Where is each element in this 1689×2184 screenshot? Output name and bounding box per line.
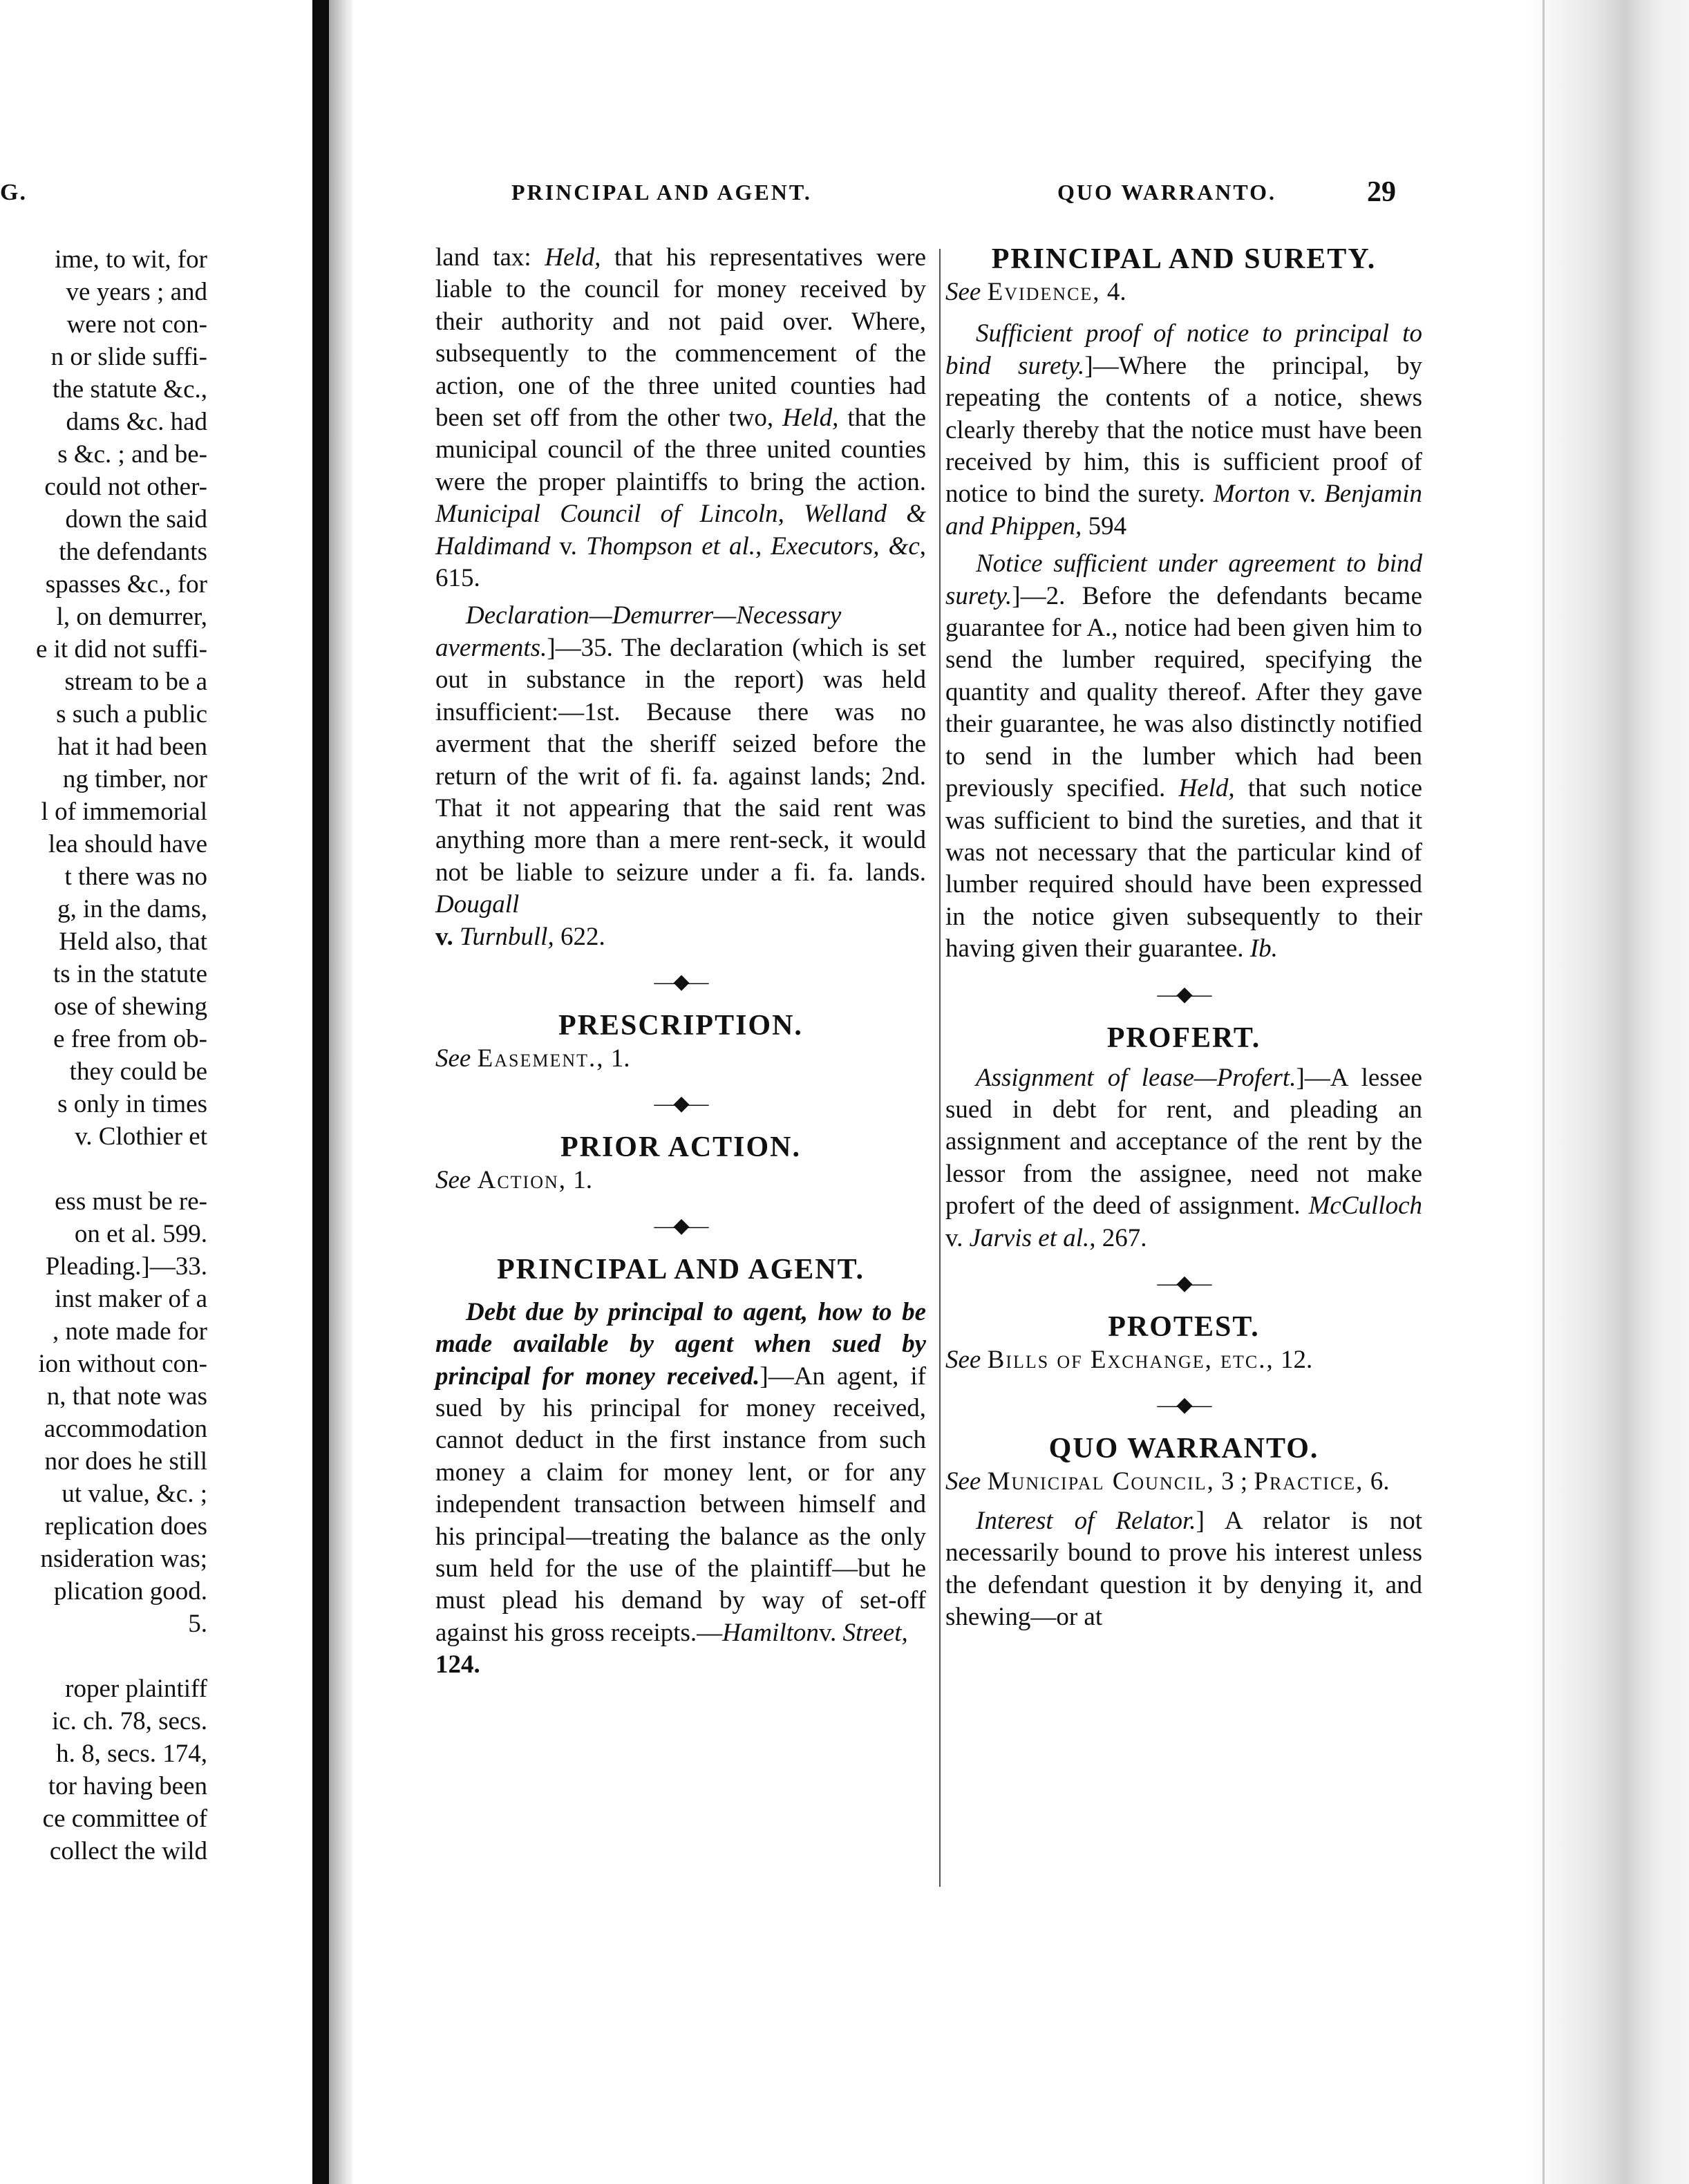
section-title-profert: PROFERT. — [1106, 1022, 1261, 1054]
page-number: 29 — [1367, 176, 1396, 208]
previous-page-line: collect the wild — [49, 1837, 207, 1865]
previous-page-line: accommodation — [44, 1415, 207, 1443]
previous-page-line: g, in the dams, — [57, 895, 207, 923]
previous-page-line: h. 8, secs. 174, — [56, 1740, 207, 1768]
entry-heading: Notice sufficient under agreement to bind surety. — [945, 549, 1422, 610]
section-title-prescription: PRESCRIPTION. — [558, 1009, 803, 1042]
cross-reference: See Easement., 1. — [435, 1044, 630, 1073]
previous-page-line: roper plaintiff — [65, 1675, 207, 1703]
previous-page-line: replication does — [44, 1512, 207, 1541]
section-title-prior-action: PRIOR ACTION. — [560, 1131, 802, 1164]
previous-page-line: ve years ; and — [66, 278, 207, 306]
quo-warranto-entry: Interest of Relator.] A relator is not necessarily bound to prove his interest unless the defendant question it by denying it, and shewing—or at — [945, 1506, 1423, 1631]
previous-page-line: stream to be a — [64, 668, 207, 696]
section-divider: —◆— — [654, 1214, 708, 1237]
previous-page-running-head: G. — [0, 180, 27, 205]
previous-page-line: plication good. — [54, 1577, 207, 1606]
previous-page-line: ut value, &c. ; — [62, 1480, 207, 1508]
previous-page-line: the defendants — [59, 538, 207, 566]
previous-page-line: ng timber, nor — [62, 765, 207, 793]
case-name: Municipal Council of Lincoln, Welland & Haldimand — [435, 500, 926, 561]
previous-page-line: n, that note was — [46, 1382, 207, 1411]
section-title-quo-warranto: QUO WARRANTO. — [1048, 1433, 1319, 1465]
previous-page-line: ce committee of — [42, 1805, 207, 1833]
continued-entry: land tax: Held, that his representatives were liable to the council for money received by their authority and not paid over. Where, subsequently to the commencement of the action, one of the three united counties had been set off from the other two, Held, that the municipal council of the three united counties were the proper plaintiffs to bring the action. Municipal Council of Lincoln, Welland & Haldimand v. Thompson et al., Executors, &c, 615. — [435, 243, 926, 593]
entry-heading: Interest of Relator. — [976, 1506, 1196, 1535]
previous-page-line: nsideration was; — [40, 1545, 207, 1573]
previous-page-line: s &c. ; and be- — [57, 440, 207, 469]
cross-reference: See Municipal Council, 3 ; Practice, 6. — [945, 1467, 1390, 1496]
section-divider: —◆— — [1157, 1271, 1211, 1295]
previous-page-line: ion without con- — [38, 1350, 207, 1378]
profert-entry: Assignment of lease—Profert.]—A lessee sued in debt for rent, and pleading an assignment and acceptance of the rent by the lessor from the assignee, need not make profert of the deed of assignment. McCulloch v. Jarvis et al., 267. — [945, 1063, 1422, 1252]
previous-page-line: on et al. 599. — [74, 1220, 207, 1248]
previous-page-line: could not other- — [44, 473, 207, 501]
previous-page-line: tor having been — [48, 1772, 207, 1800]
section-title-principal-and-surety: PRINCIPAL AND SURETY. — [991, 243, 1377, 275]
surety-entry-2: Notice sufficient under agreement to bind surety.]—2. Before the defendants became guarantee for A., notice had been given him to send the lumber required, specifying the quantity and quality thereof. After they gave their guarantee, he was also distinctly notified to send in the lumber which had been previously specified. Held, that such notice was sufficient to bind the sureties, and that it was not necessary that the particular kind of lumber required should have been expressed in the notice given subsequently to their having given their guarantee. Ib. — [945, 549, 1422, 963]
previous-page-line: t there was no — [64, 863, 207, 891]
section-divider: —◆— — [654, 1092, 708, 1115]
binding-gutter — [312, 0, 329, 2184]
right-column — [945, 242, 1422, 1633]
previous-page-line: they could be — [69, 1057, 207, 1086]
declaration-entry: Declaration—Demurrer—Necessary averments.]—35. The declaration (which is set out in substance in the report) was held insufficient:—1st. Because there was no averment that the sheriff seized before the return of the writ of fi. fa. against lands; 2nd. That it not appearing that the said rent was anything more than a mere rent-seck, it would not be liable to seizure under a fi. fa. lands. Dougall v. Turnbull, 622. — [435, 601, 926, 951]
section-divider: —◆— — [1157, 982, 1211, 1006]
previous-page-line: ime, to wit, for — [55, 245, 207, 274]
previous-page-line: n or slide suffi- — [50, 343, 207, 371]
section-divider: —◆— — [1157, 1393, 1211, 1417]
previous-page-line: ic. ch. 78, secs. — [51, 1707, 207, 1735]
previous-page-line: ose of shewing — [54, 992, 207, 1021]
previous-page-line: 5. — [188, 1610, 207, 1638]
page-edge-shadow — [1529, 0, 1689, 2184]
previous-page-line: l of immemorial — [41, 798, 207, 826]
principal-agent-entry: Debt due by principal to agent, how to be made available by agent when sued by principal for money received.]—An agent, if sued by his principal for money received, cannot deduct in the first instance from such money a claim for money lent, or for any independent transaction between himself and his principal—treating the balance as the only sum held for the use of the plaintiff—but he must plead his demand by way of set-off against his gross receipts.—Hamiltonv. Street, 124. — [435, 1297, 926, 1679]
section-divider: —◆— — [654, 970, 708, 993]
cross-reference: See Bills of Exchange, etc., 12. — [945, 1345, 1313, 1374]
cross-reference: See Evidence, 4. — [945, 278, 1126, 306]
previous-page-line: the statute &c., — [53, 375, 207, 404]
left-column — [435, 242, 926, 1682]
previous-page-line: ess must be re- — [55, 1187, 207, 1216]
previous-page-line: spasses &c., for — [45, 570, 207, 599]
case-name: Thompson et al., Executors, &c — [585, 531, 920, 561]
previous-page-line: hat it had been — [57, 733, 207, 761]
running-head-right: QUO WARRANTO. — [1057, 180, 1276, 205]
previous-page-line: e it did not suffi- — [35, 635, 207, 663]
section-title-principal-and-agent: PRINCIPAL AND AGENT. — [496, 1253, 865, 1286]
page-edge-line — [1542, 0, 1545, 2184]
previous-page-line: e free from ob- — [53, 1025, 207, 1053]
entry-heading: Assignment of lease—Profert. — [976, 1063, 1296, 1092]
previous-page-line: Held also, that — [59, 928, 207, 956]
entry-heading: Debt due by principal to agent, how to be made available by agent when sued by principal for money received. — [435, 1297, 926, 1391]
previous-page-line: s only in times — [57, 1090, 207, 1118]
previous-page-line: l, on demurrer, — [56, 603, 207, 631]
previous-page-line: , note made for — [53, 1317, 207, 1346]
running-head-left: PRINCIPAL AND AGENT. — [511, 180, 812, 205]
cross-reference: See Action, 1. — [435, 1166, 593, 1195]
entry-heading: Sufficient proof of notice to principal to bind surety. — [945, 319, 1422, 380]
previous-page-line: were not con- — [66, 310, 207, 339]
previous-page-line: nor does he still — [44, 1447, 207, 1476]
entry-heading: Declaration—Demurrer—Necessary averments. — [435, 601, 842, 662]
previous-page-line: s such a public — [56, 700, 207, 728]
previous-page-line: inst maker of a — [55, 1285, 207, 1313]
previous-page-line: down the said — [65, 505, 207, 534]
previous-page-line: ts in the statute — [53, 960, 207, 988]
previous-page-line: Pleading.]—33. — [45, 1252, 207, 1281]
previous-page-line: lea should have — [48, 830, 207, 858]
section-title-protest: PROTEST. — [1108, 1310, 1260, 1343]
surety-entry-1: Sufficient proof of notice to principal to bind surety.]—Where the principal, by repeating the contents of a notice, shews clearly thereby that the notice must have been received by him, this is sufficient proof of notice to bind the surety. Morton v. Benjamin and Phippen, 594 — [945, 319, 1422, 540]
previous-page-line: dams &c. had — [66, 408, 207, 436]
previous-page-line: v. Clothier et — [75, 1122, 207, 1151]
column-rule — [939, 249, 941, 1887]
gutter-shadow — [329, 0, 352, 2184]
